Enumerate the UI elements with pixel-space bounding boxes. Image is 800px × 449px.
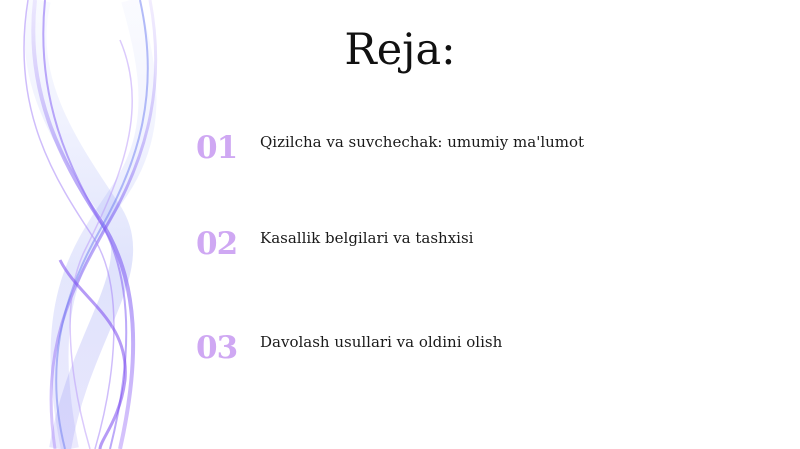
decorative-ribbon [0,0,200,449]
item-number: 02 [196,226,238,262]
agenda-item-1 [196,128,756,176]
item-text: Kasallik belgilari va tashxisi [260,229,474,247]
item-number: 01 [196,130,238,166]
item-text: Qizilcha va suvchechak: umumiy ma'lumot [260,133,585,151]
page-title: Reja: [344,25,456,75]
agenda-item-3 [196,328,756,376]
item-text: Davolash usullari va oldini olish [260,333,503,351]
item-number: 03 [196,330,238,366]
agenda-item-2 [196,224,756,272]
